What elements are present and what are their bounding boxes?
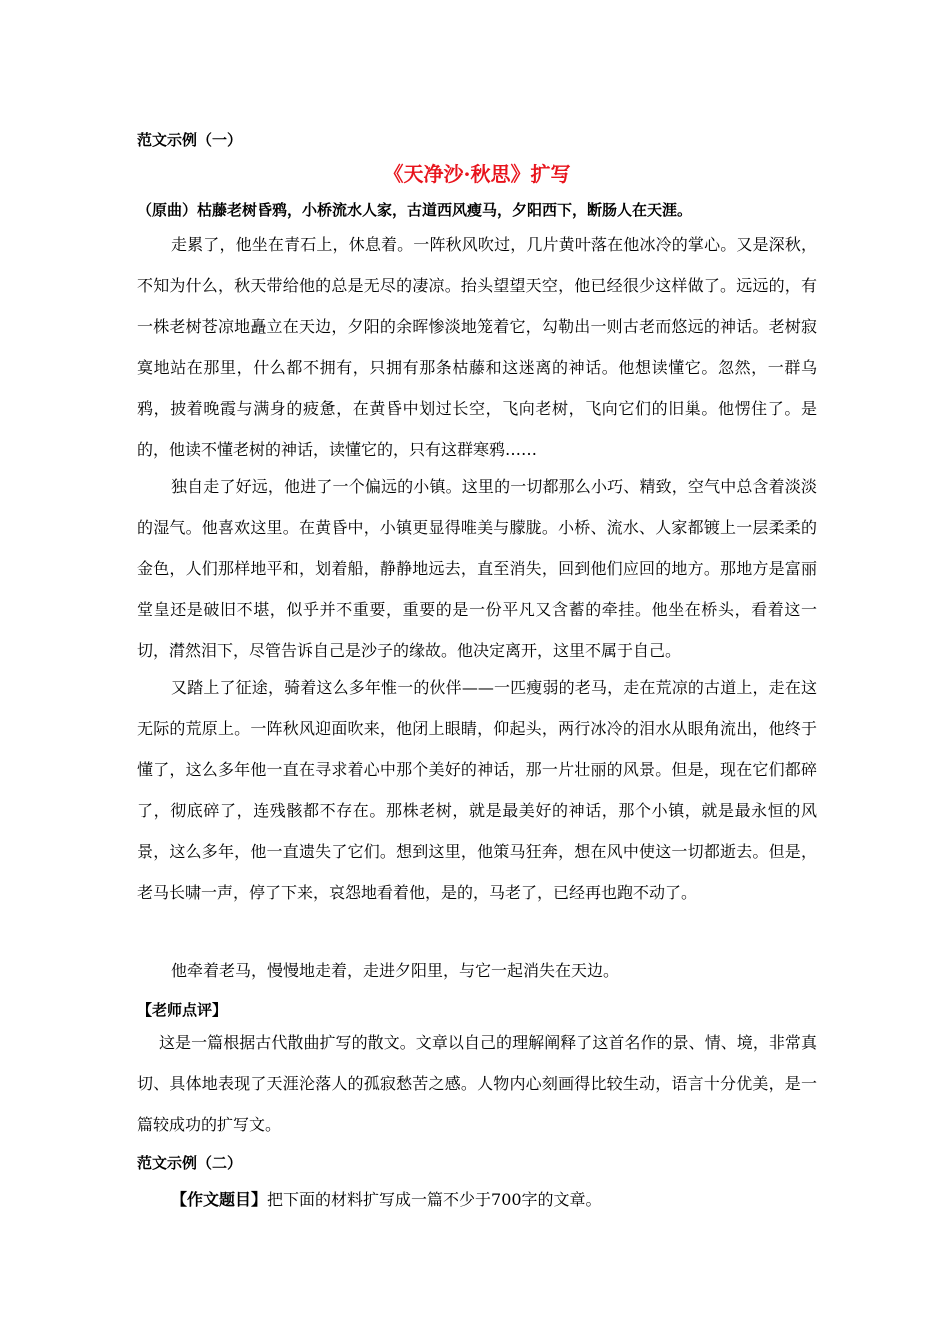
article-title: 《天净沙·秋思》扩写 [383,162,571,186]
body-paragraph-4: 他牵着老马，慢慢地走着，走进夕阳里，与它一起消失在天边。 [171,961,620,980]
example1-heading: 范文示例（一） [137,131,243,149]
original-poem-label: （原曲） [137,201,198,219]
essay-task [171,1187,602,1210]
original-poem [137,199,692,220]
essay-task-text: 把下面的材料扩写成一篇不少于700字的文章。 [267,1190,602,1209]
original-poem-text: 枯藤老树昏鸦，小桥流水人家，古道西风瘦马，夕阳西下，断肠人在天涯。 [197,201,693,219]
review-text: 这是一篇根据古代散曲扩写的散文。文章以自己的理解阐释了这首名作的景、情、境，非常真切、具体地表现了天涯沦落人的孤寂愁苦之感。人物内心刻画得比较生动，语言十分优美，是一篇较成功的扩写文。 [137,1033,817,1134]
body-paragraph-3: 又踏上了征途，骑着这么多年惟一的伙伴——一匹瘦弱的老马，走在荒凉的古道上，走在这无际的荒原上。一阵秋风迎面吹来，他闭上眼睛，仰起头，两行冰冷的泪水从眼角流出，他终于懂了，这么多年他一直在寻求着心中那个美好的神话，那一片壮丽的风景。但是，现在它们都碎了，彻底碎了，连残骸都不存在。那株老树，就是最美好的神话，那个小镇，就是最永恒的风景，这么多年，他一直遗失了它们。想到这里，他策马狂奔，想在风中使这一切都逝去。但是，老马长啸一声，停了下来，哀怨地看着他，是的，马老了，已经再也跑不动了。 [137,678,817,902]
essay-task-label: 【作文题目】 [171,1190,268,1209]
body-paragraph-2: 独自走了好远，他进了一个偏远的小镇。这里的一切都那么小巧、精致，空气中总含着淡淡的湿气。他喜欢这里。在黄昏中，小镇更显得唯美与朦胧。小桥、流水、人家都镀上一层柔柔的金色，人们那样地平和，划着船，静静地远去，直至消失，回到他们应回的地方。那地方是富丽堂皇还是破旧不堪，似乎并不重要，重要的是一份平凡又含蓄的牵挂。他坐在桥头，看着这一切，潸然泪下，尽管告诉自己是沙子的缘故。他决定离开，这里不属于自己。 [137,477,817,660]
review-heading: 【老师点评】 [137,1001,228,1019]
body-paragraph-1: 走累了，他坐在青石上，休息着。一阵秋风吹过，几片黄叶落在他冰冷的掌心。又是深秋，不知为什么，秋天带给他的总是无尽的凄凉。抬头望望天空，他已经很少这样做了。远远的，有一株老树苍凉地矗立在天边，夕阳的余晖惨淡地笼着它，勾勒出一则古老而悠远的神话。老树寂寞地站在那里，什么都不拥有，只拥有那条枯藤和这迷离的神话。他想读懂它。忽然，一群乌鸦，披着晚霞与满身的疲惫，在黄昏中划过长空，飞向老树，飞向它们的旧巢。他愣住了。是的，他读不懂老树的神话，读懂它的，只有这群寒鸦…… [137,235,817,459]
example2-heading: 范文示例（二） [137,1154,243,1172]
